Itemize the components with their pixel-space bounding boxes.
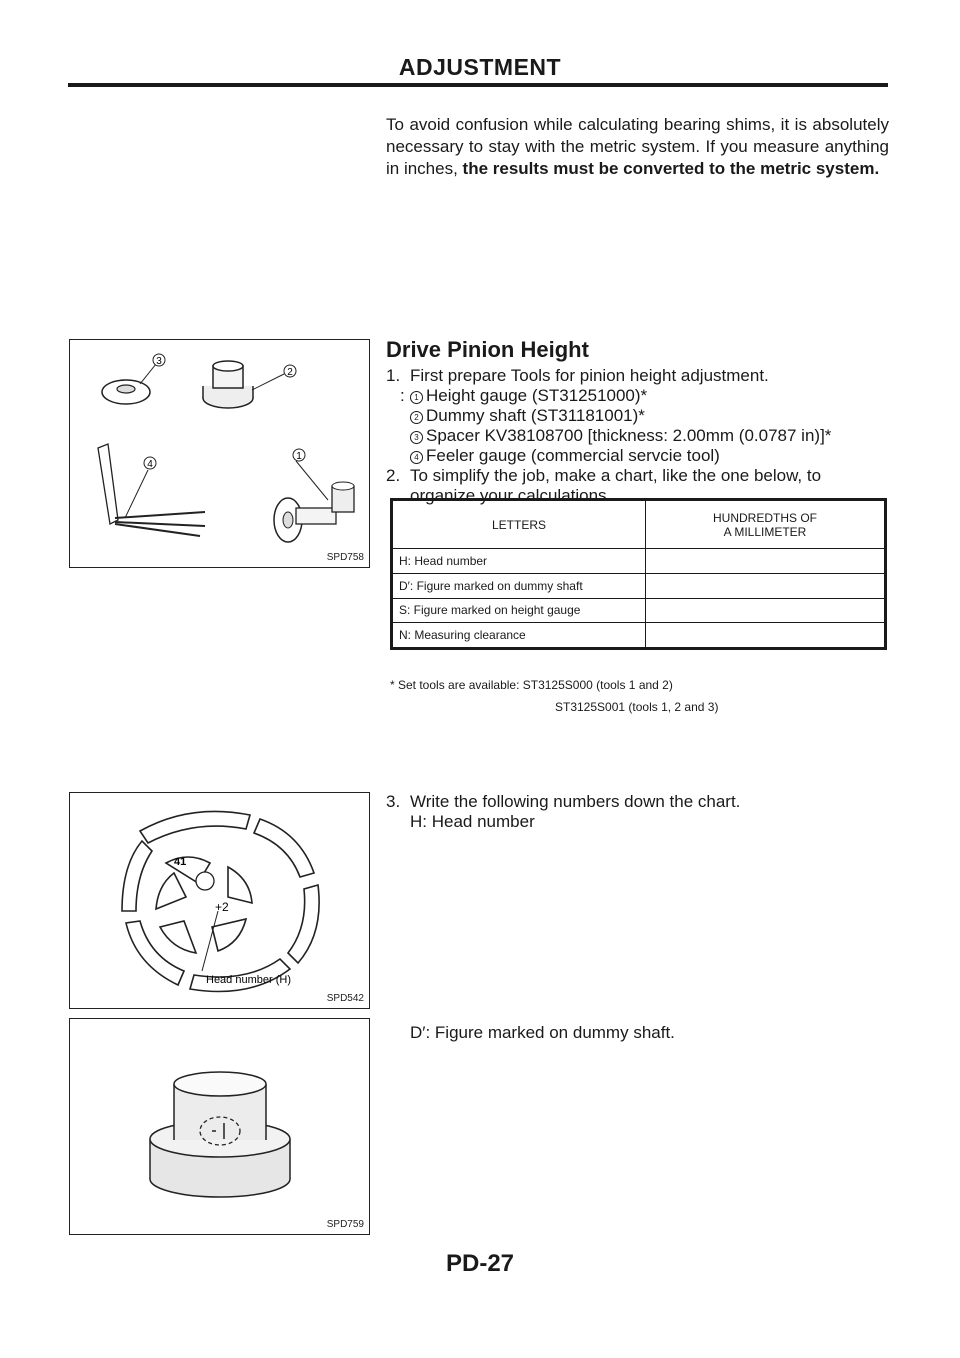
chart-row-label: N: Measuring clearance (393, 623, 646, 648)
tool-label: Height gauge (ST31251000)* (426, 386, 648, 405)
calculation-chart (390, 498, 887, 650)
header-rule (68, 83, 888, 87)
figure-head-number (69, 792, 370, 1009)
head-label-41: 41 (174, 856, 187, 868)
page-number: PD-27 (445, 1250, 515, 1277)
intro-text: To avoid confusion while calculating bearing shims, it is absolutely necessary to stay with the metric system. If you measure anything in inches, (386, 115, 889, 178)
tool-number-icon: 4 (410, 451, 423, 464)
callout-4: 4 (147, 459, 153, 470)
figure-code: SPD758 (326, 552, 364, 563)
tool-number-icon: 1 (410, 391, 423, 404)
figure-tools (69, 339, 370, 568)
dummy-shaft-illustration (70, 1019, 369, 1234)
tool-item (386, 446, 889, 466)
step-1 (386, 366, 889, 386)
tool-label: Dummy shaft (ST31181001)* (426, 406, 645, 425)
table-row (393, 623, 885, 648)
footnote-line-1: * Set tools are available: ST3125S000 (tools 1 and 2) (390, 678, 673, 692)
tool-item (386, 426, 889, 446)
chart-row-value (646, 573, 885, 598)
step-number: 1. (386, 366, 401, 385)
steps-list (386, 366, 889, 506)
chart-row-value (646, 598, 885, 623)
chart-col-hundredths: HUNDREDTHS OF A MILLIMETER (646, 501, 885, 549)
step-text: Write the following numbers down the chart. (410, 792, 741, 811)
step-3-sub: H: Head number (410, 812, 535, 831)
footnote-line-2: ST3125S001 (tools 1, 2 and 3) (555, 700, 719, 714)
tool-item: : 1 Height gauge (ST31251000)* (400, 386, 648, 405)
figure-code: SPD542 (326, 993, 364, 1004)
step-number: 3. (386, 792, 401, 811)
page-header-title: ADJUSTMENT (398, 54, 562, 80)
tool-item (386, 406, 889, 426)
figure-dummy-shaft (69, 1018, 370, 1235)
chart-col-letters: LETTERS (393, 501, 646, 549)
head-number-label: Head number (H) (206, 974, 291, 986)
tools-illustration (70, 340, 369, 567)
tool-number-icon: 2 (410, 411, 423, 424)
callout-1: 1 (296, 451, 302, 462)
table-row (393, 573, 885, 598)
table-row (393, 549, 885, 574)
step-number: 2. (386, 466, 401, 485)
intro-bold-text: the results must be converted to the metric system. (462, 159, 880, 178)
intro-paragraph (386, 114, 889, 180)
chart-row-label: S: Figure marked on height gauge (393, 598, 646, 623)
figure-code: SPD759 (326, 1219, 364, 1230)
footnote (390, 674, 718, 718)
chart-row-value (646, 549, 885, 574)
chart-header-row (393, 501, 885, 549)
callout-3: 3 (156, 356, 162, 367)
section-title: Drive Pinion Height (386, 337, 589, 362)
pinion-head-illustration (70, 793, 369, 1008)
step-text: First prepare Tools for pinion height adjustment. (410, 366, 769, 385)
chart-row-label: D′: Figure marked on dummy shaft (393, 573, 646, 598)
table-row (393, 598, 885, 623)
callout-2: 2 (287, 367, 293, 378)
tool-number-icon: 3 (410, 431, 423, 444)
step-text: To simplify the job, make a chart, like the one below, to organize your calculations. (410, 466, 822, 505)
dprime-text: D′: Figure marked on dummy shaft. (410, 1023, 675, 1042)
chart-row-value (646, 623, 885, 648)
step-3 (386, 792, 740, 832)
tool-label: Spacer KV38108700 [thickness: 2.00mm (0.0787 in)]* (426, 426, 832, 445)
chart-row-label: H: Head number (393, 549, 646, 574)
tool-label: Feeler gauge (commercial servcie tool) (426, 446, 720, 465)
head-label-plus2: +2 (215, 900, 229, 914)
